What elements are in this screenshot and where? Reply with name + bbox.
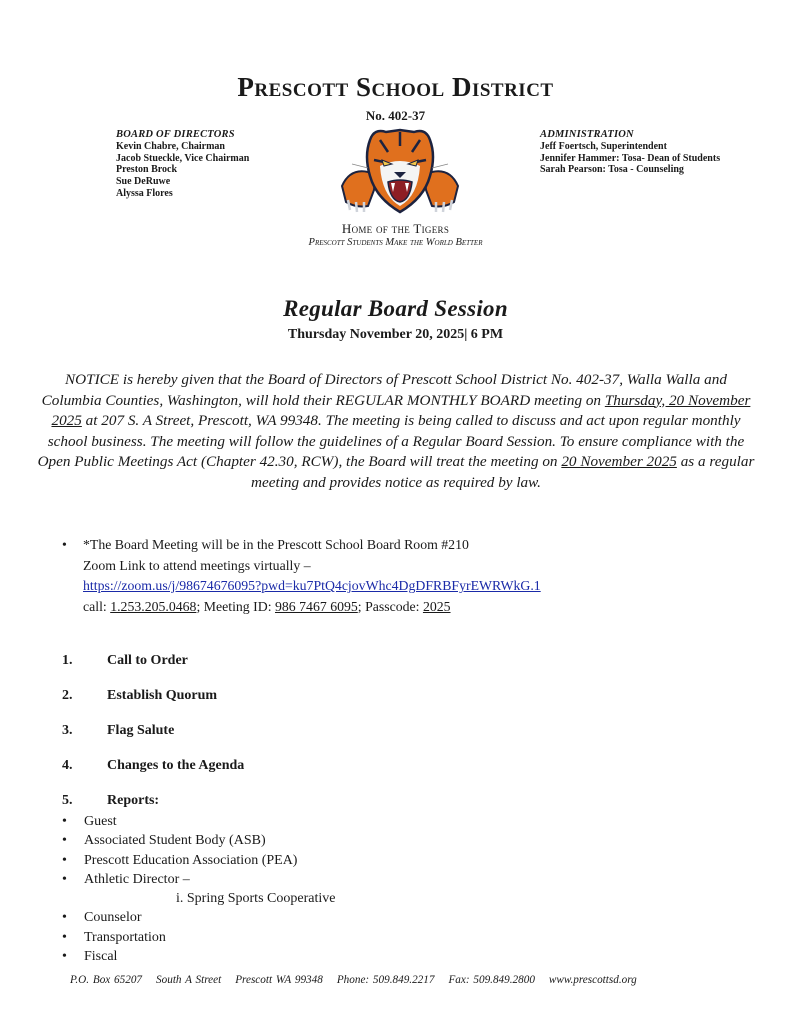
report-item: • Guest — [62, 812, 335, 831]
meeting-info — [62, 535, 541, 617]
board-member: Sue DeRuwe — [116, 176, 171, 188]
footer-fax: Fax: 509.849.2800 — [448, 974, 535, 986]
meeting-location: *The Board Meeting will be in the Prescott School Board Room #210 — [83, 537, 469, 552]
call-info — [83, 597, 541, 618]
administrator: Sarah Pearson: Tosa - Counseling — [540, 164, 684, 176]
agenda-item — [62, 688, 217, 704]
district-number: No. 402-37 — [365, 108, 426, 123]
report-item: • Associated Student Body (ASB) — [62, 831, 335, 850]
report-sub-item: i. Spring Sports Cooperative — [176, 891, 336, 907]
agenda-number: 2. — [62, 688, 73, 703]
session-date: Thursday November 20, 2025| 6 PM — [287, 327, 504, 342]
board-member: Alyssa Flores — [116, 187, 173, 199]
bullet-icon: • — [62, 929, 67, 945]
footer-city: Prescott WA 99348 — [235, 974, 323, 986]
bullet-icon: • — [62, 949, 67, 965]
agenda-number: 5. — [62, 793, 73, 808]
agenda-item — [62, 793, 159, 809]
report-item: • Transportation — [62, 928, 335, 947]
board-heading: BOARD OF DIRECTORS — [116, 129, 235, 140]
administrator: Jennifer Hammer: Tosa- Dean of Students — [540, 152, 721, 164]
board-member: Kevin Chabre, Chairman — [116, 140, 225, 152]
tiger-logo-icon — [340, 126, 460, 218]
report-item: • Athletic Director – — [62, 870, 335, 889]
meeting-id: 986 7467 6095 — [275, 598, 358, 614]
agenda-label: Call to Order — [107, 653, 188, 668]
agenda-label: Reports: — [107, 793, 160, 808]
zoom-link[interactable]: https://zoom.us/j/98674676095?pwd=ku7PtQ4cjovWhc4DgDFRBFyrEWRWkG.1 — [83, 578, 541, 594]
administrator: Jeff Foertsch, Superintendent — [540, 140, 667, 152]
footer-phone: Phone: 509.849.2217 — [336, 974, 435, 986]
footer-po-box: P.O. Box 65207 — [70, 974, 143, 986]
bullet-icon: • — [62, 537, 67, 552]
district-title: Prescott School District — [237, 72, 554, 102]
agenda-number: 3. — [62, 723, 73, 738]
administration — [540, 129, 720, 176]
agenda-label: Changes to the Agenda — [107, 758, 245, 773]
agenda-label: Flag Salute — [107, 723, 175, 738]
board-member: Preston Brock — [116, 164, 178, 176]
bullet-icon: • — [62, 833, 67, 849]
session-title: Regular Board Session — [283, 296, 508, 321]
motto: Prescott Students Make the World Better — [308, 237, 483, 248]
bullet-icon: • — [62, 814, 67, 829]
notice-paragraph — [36, 370, 756, 494]
call-label: call: — [83, 598, 111, 614]
report-item: • Counselor — [62, 908, 335, 927]
notice-text: as a regular meeting and provides notice as required by law. — [251, 453, 755, 491]
notice-text: at 207 S. A Street, Prescott, WA 99348. The meeting is being called to discuss and act upon regular monthly school business. The meeting will follow the guidelines of a Regular Board Session. To ensure compliance with the Open Public Meetings Act (Chapter 42.30, RCW), the Board will treat the meeting on — [37, 412, 745, 471]
footer-website[interactable]: www.prescottsd.org — [548, 974, 637, 986]
agenda-number: 4. — [62, 758, 73, 773]
agenda-item — [62, 653, 188, 669]
agenda-item — [62, 723, 174, 739]
board-of-directors — [116, 129, 249, 200]
zoom-label: Zoom Link to attend meetings virtually – — [83, 557, 311, 573]
report-item: • Fiscal — [62, 947, 335, 966]
footer-street: South A Street — [156, 974, 222, 986]
bullet-icon: • — [62, 871, 67, 887]
bullet-icon: • — [62, 852, 67, 868]
passcode-label: ; Passcode: — [357, 598, 423, 614]
phone-number[interactable]: 1.253.205.0468 — [110, 598, 197, 614]
agenda-label: Establish Quorum — [107, 688, 218, 703]
home-of-tigers: Home of the Tigers — [341, 221, 450, 236]
reports-list — [62, 812, 335, 966]
meeting-id-label: ; Meeting ID: — [196, 598, 275, 614]
agenda-number: 1. — [62, 653, 73, 668]
meeting-date-underlined: 20 November 2025 — [561, 453, 677, 471]
administration-heading: ADMINISTRATION — [540, 129, 634, 140]
notice-text: NOTICE is hereby given that the Board of Directors of Prescott School District No. 402-37, Walla Walla and Columbia Counties, Washington, will hold their REGULAR MONTHLY BOARD meeting on — [41, 371, 727, 409]
agenda-item — [62, 758, 244, 774]
footer-contact — [70, 974, 651, 986]
board-member: Jacob Stueckle, Vice Chairman — [116, 152, 250, 164]
bullet-icon: • — [62, 910, 67, 926]
passcode: 2025 — [422, 598, 451, 614]
report-item: • Prescott Education Association (PEA) — [62, 851, 335, 870]
meeting-date-underlined: Thursday, 20 November 2025 — [51, 391, 751, 430]
